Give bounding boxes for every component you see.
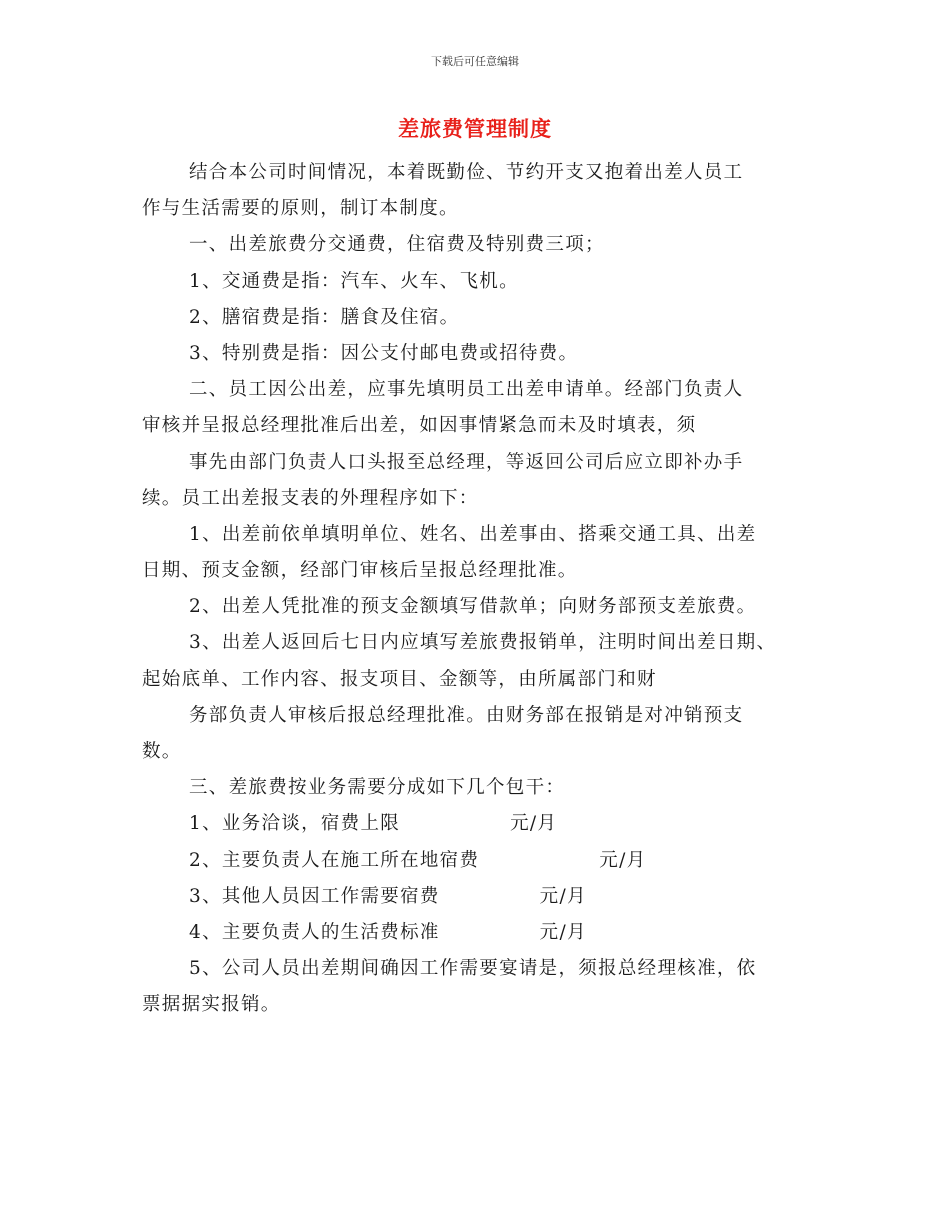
quota-label: 1、业务洽谈，宿费上限 (189, 813, 401, 835)
paragraph-line: 起始底单、工作内容、报支项目、金额等，由所属部门和财 (142, 668, 657, 690)
paragraph-line: 1、交通费是指：汽车、火车、飞机。 (189, 270, 519, 292)
paragraph-line: 票据据实报销。 (142, 994, 281, 1016)
paragraph-line: 日期、预支金额，经部门审核后呈报总经理批准。 (142, 560, 578, 582)
quota-unit: 元/月 (510, 813, 558, 835)
paragraph-line: 2、膳宿费是指：膳食及住宿。 (189, 306, 460, 328)
paragraph-line: 审核并呈报总经理批准后出差，如因事情紧急而未及时填表，须 (142, 415, 697, 437)
quota-item (142, 915, 832, 951)
quota-item (142, 879, 832, 915)
quota-item (142, 806, 832, 842)
paragraph-line: 三、差旅费按业务需要分成如下几个包干： (189, 777, 566, 799)
quota-label: 4、主要负责人的生活费标准 (189, 921, 440, 943)
quota-unit: 元/月 (539, 921, 587, 943)
quota-unit: 元/月 (539, 885, 587, 907)
paragraph-line: 事先由部门负责人口头报至总经理，等返回公司后应立即补办手 (189, 451, 744, 473)
paragraph-line: 一、出差旅费分交通费，住宿费及特别费三项； (189, 234, 605, 256)
paragraph-line: 5、公司人员出差期间确因工作需要宴请是，须报总经理核准，依 (189, 958, 757, 980)
paragraph-line: 结合本公司时间情况，本着既勤俭、节约开支又抱着出差人员工 (189, 162, 744, 183)
quota-label: 3、其他人员因工作需要宿费 (189, 885, 440, 907)
page-header: 下载后可任意编辑 (431, 55, 519, 68)
quota-unit: 元/月 (599, 849, 647, 871)
paragraph-line: 2、出差人凭批准的预支金额填写借款单；向财务部预支差旅费。 (189, 596, 757, 618)
paragraph-line: 3、出差人返回后七日内应填写差旅费报销单，注明时间出差日期、 (189, 632, 777, 654)
paragraph-line: 二、员工因公出差，应事先填明员工出差申请单。经部门负责人 (189, 379, 744, 401)
quota-item (142, 843, 832, 879)
document-title: 差旅费管理制度 (398, 117, 552, 141)
paragraph-line: 3、特别费是指：因公支付邮电费或招待费。 (189, 342, 579, 364)
document-body (142, 155, 832, 1024)
paragraph-line: 务部负责人审核后报总经理批准。由财务部在报销是对冲销预支 (189, 704, 744, 726)
paragraph-line: 作与生活需要的原则，制订本制度。 (142, 198, 459, 220)
quota-label: 2、主要负责人在施工所在地宿费 (189, 849, 480, 871)
paragraph-line: 1、出差前依单填明单位、姓名、出差事由、搭乘交通工具、出差 (189, 523, 757, 545)
paragraph-line: 续。员工出差报支表的外理程序如下： (142, 487, 479, 509)
paragraph-line: 数。 (142, 741, 182, 762)
